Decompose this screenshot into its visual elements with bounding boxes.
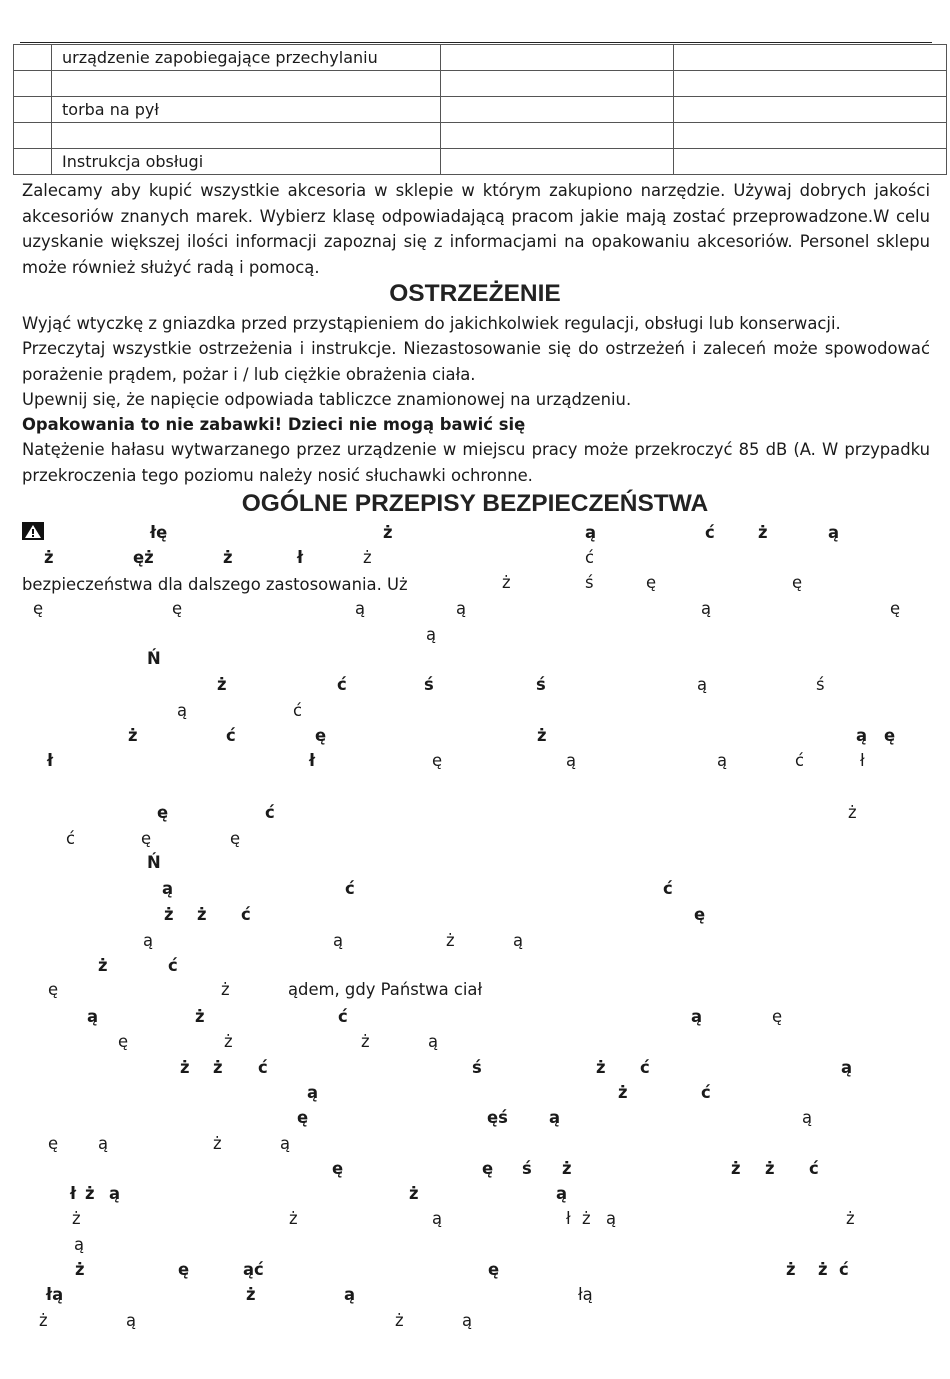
glyph-fragment: ą (697, 675, 708, 694)
glyph-fragment: ż (383, 523, 393, 542)
glyph-fragment: ż (446, 931, 455, 950)
glyph-fragment: ę (230, 829, 241, 848)
warning-line-read-instructions: Przeczytaj wszystkie ostrzeżenia i instrukcje. Niezastosowanie się do ostrzeżeń i zaleceń może spowodować porażenie prądem, pożar i / lub ciężkie obrażenia ciała. (22, 339, 930, 384)
glyph-fragment: ż (363, 548, 372, 567)
warning-triangle-icon (22, 522, 44, 540)
glyph-fragment: ż (197, 905, 207, 924)
table-cell (441, 71, 674, 97)
glyph-fragment: łę (150, 523, 168, 542)
glyph-fragment: ć (66, 829, 76, 848)
table-cell (674, 149, 947, 175)
glyph-fragment: ę (890, 599, 901, 618)
glyph-fragment: ą (549, 1108, 561, 1127)
table-cell (441, 97, 674, 123)
table-cell (674, 71, 947, 97)
glyph-fragment: Ń (147, 853, 161, 872)
glyph-fragment: łą (46, 1285, 64, 1304)
glyph-fragment: ą (856, 726, 868, 745)
glyph-fragment: ś (522, 1159, 532, 1178)
glyph-fragment: ż (195, 1007, 205, 1026)
glyph-fragment: ż (72, 1209, 81, 1228)
accessories-table (13, 44, 947, 175)
table-cell-num (14, 123, 52, 149)
table-cell-name: urządzenie zapobiegające przechylaniu (52, 45, 441, 71)
glyph-fragment: ę (772, 1007, 783, 1026)
glyph-fragment: ż (618, 1083, 628, 1102)
glyph-fragment: ą (162, 879, 174, 898)
glyph-fragment: ś (816, 675, 825, 694)
glyph-fragment: ą (701, 599, 712, 618)
table-cell-name: Instrukcja obsługi (52, 149, 441, 175)
glyph-fragment: ą (177, 701, 188, 720)
table-cell-num (14, 97, 52, 123)
table-row (14, 45, 947, 71)
glyph-fragment: ęż (133, 548, 154, 567)
glyph-fragment: ą (307, 1083, 319, 1102)
glyph-fragment: ż (537, 726, 547, 745)
glyph-fragment: ś (424, 675, 434, 694)
glyph-fragment: ę (482, 1159, 494, 1178)
glyph-fragment: ć (168, 956, 178, 975)
glyph-fragment: ć (795, 751, 805, 770)
glyph-fragment: ą (802, 1108, 813, 1127)
table-cell (441, 123, 674, 149)
glyph-fragment: ł (860, 751, 865, 770)
glyph-fragment: ć (663, 879, 673, 898)
safety-visible-fragment: ądem, gdy Państwa ciał (288, 980, 483, 999)
glyph-fragment: ą (841, 1058, 853, 1077)
glyph-fragment: ą (462, 1311, 473, 1330)
glyph-fragment: ą (556, 1184, 568, 1203)
glyph-fragment: ż (289, 1209, 298, 1228)
glyph-fragment: ż (224, 1032, 233, 1051)
glyph-fragment: ż (562, 1159, 572, 1178)
glyph-fragment: ęś (487, 1108, 508, 1127)
safety-visible-line: bezpieczeństwa dla dalszego zastosowania. Uż (22, 575, 408, 594)
glyph-fragment: ą (280, 1134, 291, 1153)
glyph-fragment: ż (39, 1311, 48, 1330)
glyph-fragment: ż (221, 980, 230, 999)
glyph-fragment: ł (297, 548, 304, 567)
glyph-fragment: ć (337, 675, 347, 694)
glyph-fragment: ż (765, 1159, 775, 1178)
glyph-fragment: ą (428, 1032, 439, 1051)
warning-line-unplug: Wyjąć wtyczkę z gniazdka przed przystąpieniem do jakichkolwiek regulacji, obsługi lub konserwacji. (22, 314, 841, 333)
glyph-fragment: ż (128, 726, 138, 745)
glyph-fragment: ż (596, 1058, 606, 1077)
glyph-fragment: ą (606, 1209, 617, 1228)
glyph-fragment: ż (502, 573, 511, 592)
glyph-fragment: ę (488, 1260, 500, 1279)
glyph-fragment: ż (786, 1260, 796, 1279)
table-cell (674, 97, 947, 123)
warning-line-noise: Natężenie hałasu wytwarzanego przez urządzenie w miejscu pracy może przekroczyć 85 dB (A. W przypadku przekroczenia tego poziomu należy nosić słuchawki ochronne. (22, 440, 930, 485)
table-cell (674, 45, 947, 71)
glyph-fragment: łą (578, 1285, 593, 1304)
glyph-fragment: ć (258, 1058, 268, 1077)
table-cell-num (14, 71, 52, 97)
glyph-fragment: ę (178, 1260, 190, 1279)
glyph-fragment: ę (884, 726, 896, 745)
glyph-fragment: ć (265, 803, 275, 822)
glyph-fragment: ę (118, 1032, 129, 1051)
table-row (14, 149, 947, 175)
glyph-fragment: ą (566, 751, 577, 770)
glyph-fragment: ż (361, 1032, 370, 1051)
glyph-fragment: ż (44, 548, 54, 567)
glyph-fragment: ę (315, 726, 327, 745)
glyph-fragment: ę (694, 905, 706, 924)
accessories-paragraph: Zalecamy aby kupić wszystkie akcesoria w sklepie w którym zakupiono narzędzie. Używaj dobrych jakości akcesoriów znanych marek. Wybierz klasę odpowiadającą pracom jakie mają zostać przeprowadzone.W celu uzyskanie większej ilości informacji zapoznaj się z informacjami na opakowaniu akcesoriów. Personel sklepu może również służyć radą i pomocą. (22, 181, 930, 277)
glyph-fragment: ą (333, 931, 344, 950)
table-cell (441, 149, 674, 175)
glyph-fragment: ś (536, 675, 546, 694)
glyph-fragment: ę (33, 599, 44, 618)
glyph-fragment: ą (456, 599, 467, 618)
table-cell-num (14, 149, 52, 175)
glyph-fragment: ż (818, 1260, 828, 1279)
glyph-fragment: ę (157, 803, 169, 822)
table-row (14, 123, 947, 149)
glyph-fragment: ę (48, 1134, 59, 1153)
warning-heading: OSTRZEŻENIE (389, 280, 561, 307)
glyph-fragment: ę (332, 1159, 344, 1178)
glyph-fragment: ł (70, 1184, 77, 1203)
glyph-fragment: ł (566, 1209, 571, 1228)
glyph-fragment: ą (126, 1311, 137, 1330)
glyph-fragment: ż (846, 1209, 855, 1228)
glyph-fragment: ę (297, 1108, 309, 1127)
glyph-fragment: ś (585, 573, 594, 592)
glyph-fragment: ę (432, 751, 443, 770)
glyph-fragment: ż (223, 548, 233, 567)
glyph-fragment: ż (98, 956, 108, 975)
table-cell (441, 45, 674, 71)
table-cell-name: torba na pył (52, 97, 441, 123)
glyph-fragment: ć (585, 548, 595, 567)
glyph-fragment: ć (345, 879, 355, 898)
warning-line-voltage: Upewnij się, że napięcie odpowiada tabliczce znamionowej na urządzeniu. (22, 390, 632, 409)
safety-heading: OGÓLNE PRZEPISY BEZPIECZEŃSTWA (241, 490, 709, 517)
glyph-fragment: ż (758, 523, 768, 542)
glyph-fragment: ę (646, 573, 657, 592)
glyph-fragment: ą (432, 1209, 443, 1228)
glyph-fragment: ą (513, 931, 524, 950)
glyph-fragment: ć (226, 726, 236, 745)
glyph-fragment: ą (828, 523, 840, 542)
glyph-fragment: ą (74, 1235, 85, 1254)
glyph-fragment: ć (640, 1058, 650, 1077)
glyph-fragment: ę (172, 599, 183, 618)
glyph-fragment: ą (87, 1007, 99, 1026)
glyph-fragment: ą (109, 1184, 121, 1203)
table-row (14, 97, 947, 123)
glyph-fragment: ż (409, 1184, 419, 1203)
table-cell (674, 123, 947, 149)
glyph-fragment: ć (701, 1083, 711, 1102)
glyph-fragment: ą (691, 1007, 703, 1026)
glyph-fragment: ą (585, 523, 597, 542)
glyph-fragment: ć (293, 701, 303, 720)
glyph-fragment: ć (338, 1007, 348, 1026)
glyph-fragment: ś (472, 1058, 482, 1077)
glyph-fragment: ą (355, 599, 366, 618)
glyph-fragment: ć (809, 1159, 819, 1178)
glyph-fragment: ć (839, 1260, 849, 1279)
glyph-fragment: ż (164, 905, 174, 924)
glyph-fragment: ł (47, 751, 54, 770)
glyph-fragment: ż (217, 675, 227, 694)
glyph-fragment: ż (848, 803, 857, 822)
table-cell-num (14, 45, 52, 71)
glyph-fragment: ł (309, 751, 316, 770)
glyph-fragment: Ń (147, 649, 161, 668)
table-row (14, 71, 947, 97)
glyph-fragment: ż (395, 1311, 404, 1330)
glyph-fragment: ą (344, 1285, 356, 1304)
glyph-fragment: ą (717, 751, 728, 770)
glyph-fragment: ą (98, 1134, 109, 1153)
glyph-fragment: ć (241, 905, 251, 924)
glyph-fragment: ż (85, 1184, 95, 1203)
top-rule (20, 42, 932, 43)
warning-line-packaging: Opakowania to nie zabawki! Dzieci nie mogą bawić się (22, 415, 526, 434)
glyph-fragment: ę (792, 573, 803, 592)
glyph-fragment: ę (48, 980, 59, 999)
table-cell-name (52, 71, 441, 97)
glyph-fragment: ąć (243, 1260, 264, 1279)
glyph-fragment: ż (180, 1058, 190, 1077)
glyph-fragment: ą (143, 931, 154, 950)
glyph-fragment: ż (246, 1285, 256, 1304)
glyph-fragment: ż (75, 1260, 85, 1279)
table-cell-name (52, 123, 441, 149)
glyph-fragment: ż (731, 1159, 741, 1178)
glyph-fragment: ę (141, 829, 152, 848)
glyph-fragment: ż (213, 1058, 223, 1077)
glyph-fragment: ć (705, 523, 715, 542)
glyph-fragment: ą (426, 625, 437, 644)
glyph-fragment: ż (582, 1209, 591, 1228)
glyph-fragment: ż (213, 1134, 222, 1153)
